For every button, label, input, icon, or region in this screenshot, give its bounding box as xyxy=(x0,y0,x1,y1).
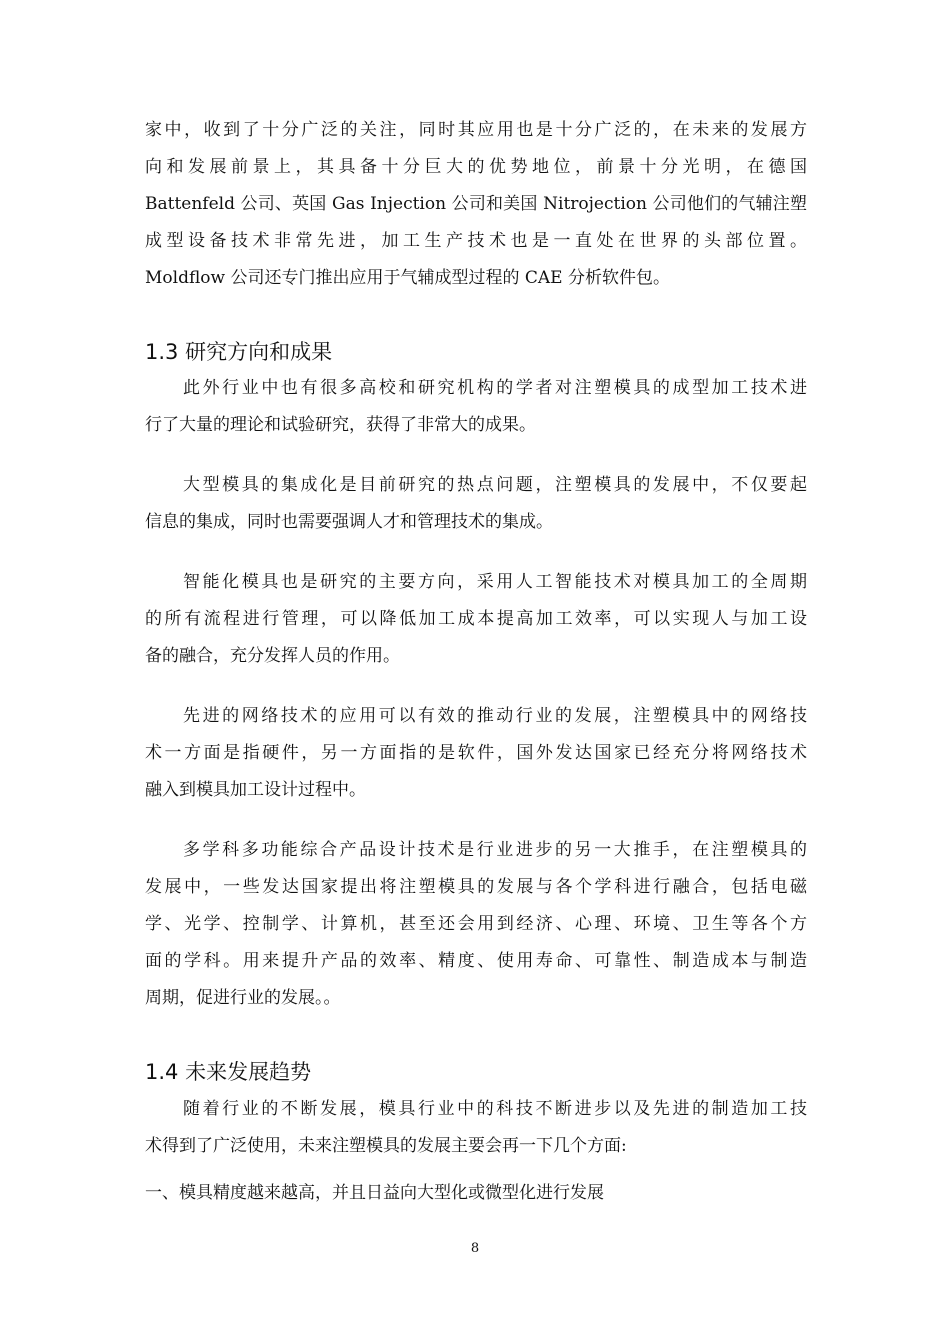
text-line: 先进的网络技术的应用可以有效的推动行业的发展，注塑模具中的网络技 xyxy=(183,706,807,726)
section-heading-1-3: 1.3 研究方向和成果 xyxy=(145,340,333,364)
text-line: 学、光学、控制学、计算机，甚至还会用到经济、心理、环境、卫生等各个方 xyxy=(145,914,807,934)
text-line: 家中，收到了十分广泛的关注，同时其应用也是十分广泛的，在未来的发展方 xyxy=(145,120,807,140)
text-line: 融入到模具加工设计过程中。 xyxy=(145,780,366,800)
text-line: 术一方面是指硬件，另一方面指的是软件，国外发达国家已经充分将网络技术 xyxy=(145,743,807,763)
text-line: 向和发展前景上，其具备十分巨大的优势地位，前景十分光明，在德国 xyxy=(145,157,807,177)
text-line: 周期，促进行业的发展。。 xyxy=(145,988,341,1008)
text-line: 备的融合，充分发挥人员的作用。 xyxy=(145,646,400,666)
text-line: Moldflow 公司还专门推出应用于气辅成型过程的 CAE 分析软件包。 xyxy=(145,268,670,288)
section-heading-1-4: 1.4 未来发展趋势 xyxy=(145,1060,312,1084)
text-line: 多学科多功能综合产品设计技术是行业进步的另一大推手，在注塑模具的 xyxy=(183,840,807,860)
text-line: 行了大量的理论和试验研究，获得了非常大的成果。 xyxy=(145,415,536,435)
text-line: 信息的集成，同时也需要强调人才和管理技术的集成。 xyxy=(145,512,553,532)
text-line: Battenfeld 公司、英国 Gas Injection 公司和美国 Nitrojection 公司他们的气辅注塑 xyxy=(145,194,807,214)
text-line: 面的学科。用来提升产品的效率、精度、使用寿命、可靠性、制造成本与制造 xyxy=(145,951,807,971)
text-line: 发展中，一些发达国家提出将注塑模具的发展与各个学科进行融合，包括电磁 xyxy=(145,877,807,897)
text-line: 一、模具精度越来越高，并且日益向大型化或微型化进行发展 xyxy=(145,1183,604,1203)
text-line: 随着行业的不断发展，模具行业中的科技不断进步以及先进的制造加工技 xyxy=(183,1099,807,1119)
text-line: 成型设备技术非常先进，加工生产技术也是一直处在世界的头部位置。 xyxy=(145,231,807,251)
text-line: 智能化模具也是研究的主要方向，采用人工智能技术对模具加工的全周期 xyxy=(183,572,807,592)
page-number: 8 xyxy=(470,1241,480,1256)
text-line: 术得到了广泛使用，未来注塑模具的发展主要会再一下几个方面: xyxy=(145,1136,627,1156)
text-line: 大型模具的集成化是目前研究的热点问题，注塑模具的发展中，不仅要起 xyxy=(183,475,807,495)
text-line: 的所有流程进行管理，可以降低加工成本提高加工效率，可以实现人与加工设 xyxy=(145,609,807,629)
text-line: 此外行业中也有很多高校和研究机构的学者对注塑模具的成型加工技术进 xyxy=(183,378,807,398)
